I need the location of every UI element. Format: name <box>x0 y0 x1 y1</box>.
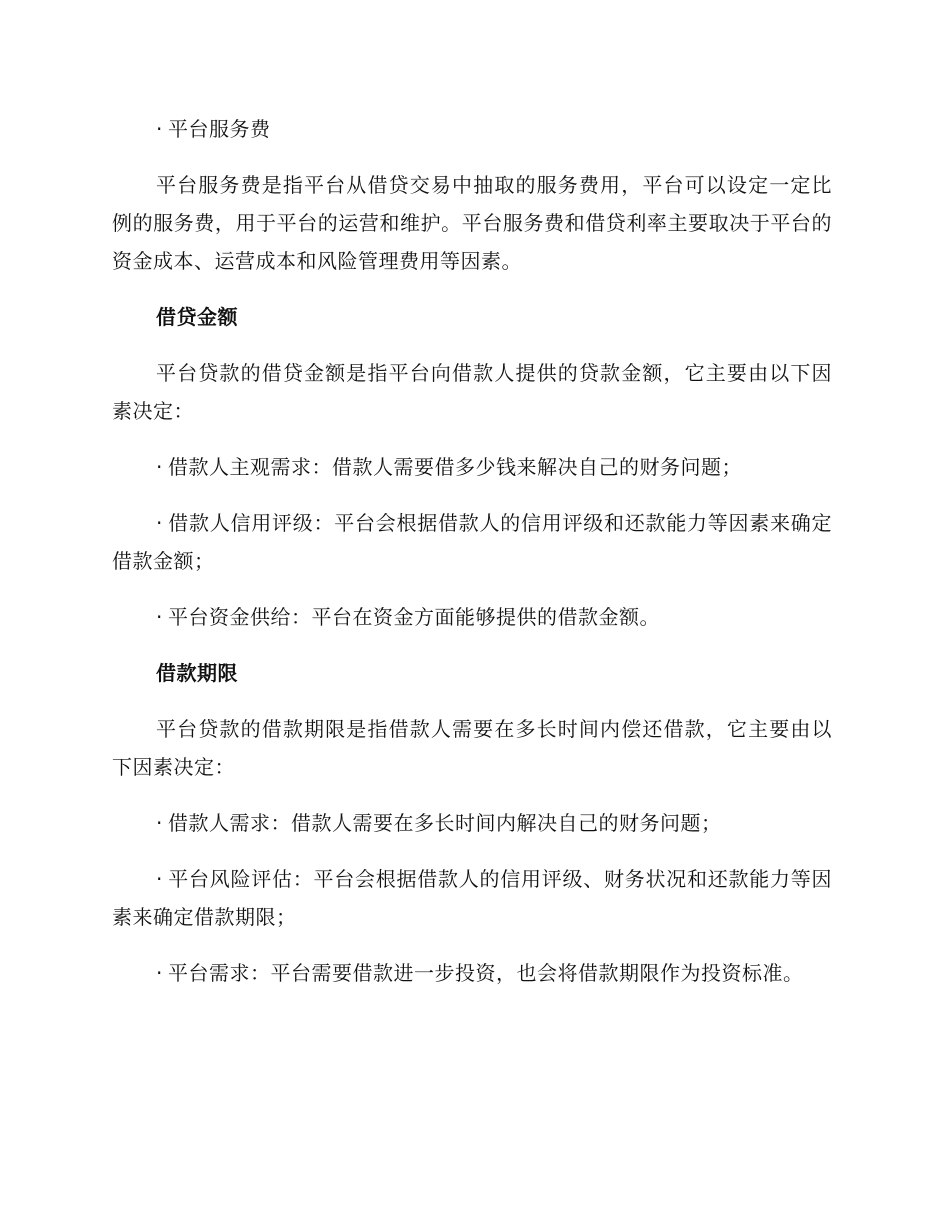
bullet-text: 平台服务费 <box>168 117 271 141</box>
bullet-text: 借款人信用评级：平台会根据借款人的信用评级和还款能力等因素来确定借款金额； <box>112 511 832 573</box>
bullet-text: 平台需求：平台需要借款进一步投资，也会将借款期限作为投资标准。 <box>168 961 804 985</box>
bullet-item-platform-fund-supply <box>112 598 832 636</box>
body-paragraph-service-fee: 平台服务费是指平台从借贷交易中抽取的服务费用，平台可以设定一定比例的服务费，用于平台的运营和维护。平台服务费和借贷利率主要取决于平台的资金成本、运营成本和风险管理费用等因素。 <box>112 173 832 273</box>
bullet-item-platform-need <box>112 954 832 992</box>
bullet-item-platform-risk-assessment <box>112 860 832 936</box>
bullet-text: 平台资金供给：平台在资金方面能够提供的借款金额。 <box>168 605 660 629</box>
bullet-text: 借款人需求：借款人需要在多长时间内解决自己的财务问题； <box>168 811 722 835</box>
bullet-icon: · <box>156 961 163 985</box>
bullet-text: 平台风险评估：平台会根据借款人的信用评级、财务状况和还款能力等因素来确定借款期限； <box>112 867 832 929</box>
document-page <box>112 110 832 992</box>
bullet-icon: · <box>156 605 163 629</box>
bullet-item-borrower-credit-rating <box>112 504 832 580</box>
bullet-icon: · <box>156 811 163 835</box>
bullet-icon: · <box>156 511 163 535</box>
section-heading-loan-term: 借款期限 <box>156 661 238 685</box>
section-heading-loan-amount: 借贷金额 <box>156 305 238 329</box>
bullet-item-platform-service-fee <box>112 110 832 148</box>
bullet-icon: · <box>156 455 163 479</box>
bullet-icon: · <box>156 117 163 141</box>
bullet-icon: · <box>156 867 163 891</box>
bullet-item-borrower-demand <box>112 448 832 486</box>
body-paragraph-loan-amount: 平台贷款的借贷金额是指平台向借款人提供的贷款金额，它主要由以下因素决定： <box>112 361 832 423</box>
bullet-text: 借款人主观需求：借款人需要借多少钱来解决自己的财务问题； <box>168 455 742 479</box>
body-paragraph-loan-term: 平台贷款的借款期限是指借款人需要在多长时间内偿还借款，它主要由以下因素决定： <box>112 717 832 779</box>
bullet-item-borrower-need <box>112 804 832 842</box>
